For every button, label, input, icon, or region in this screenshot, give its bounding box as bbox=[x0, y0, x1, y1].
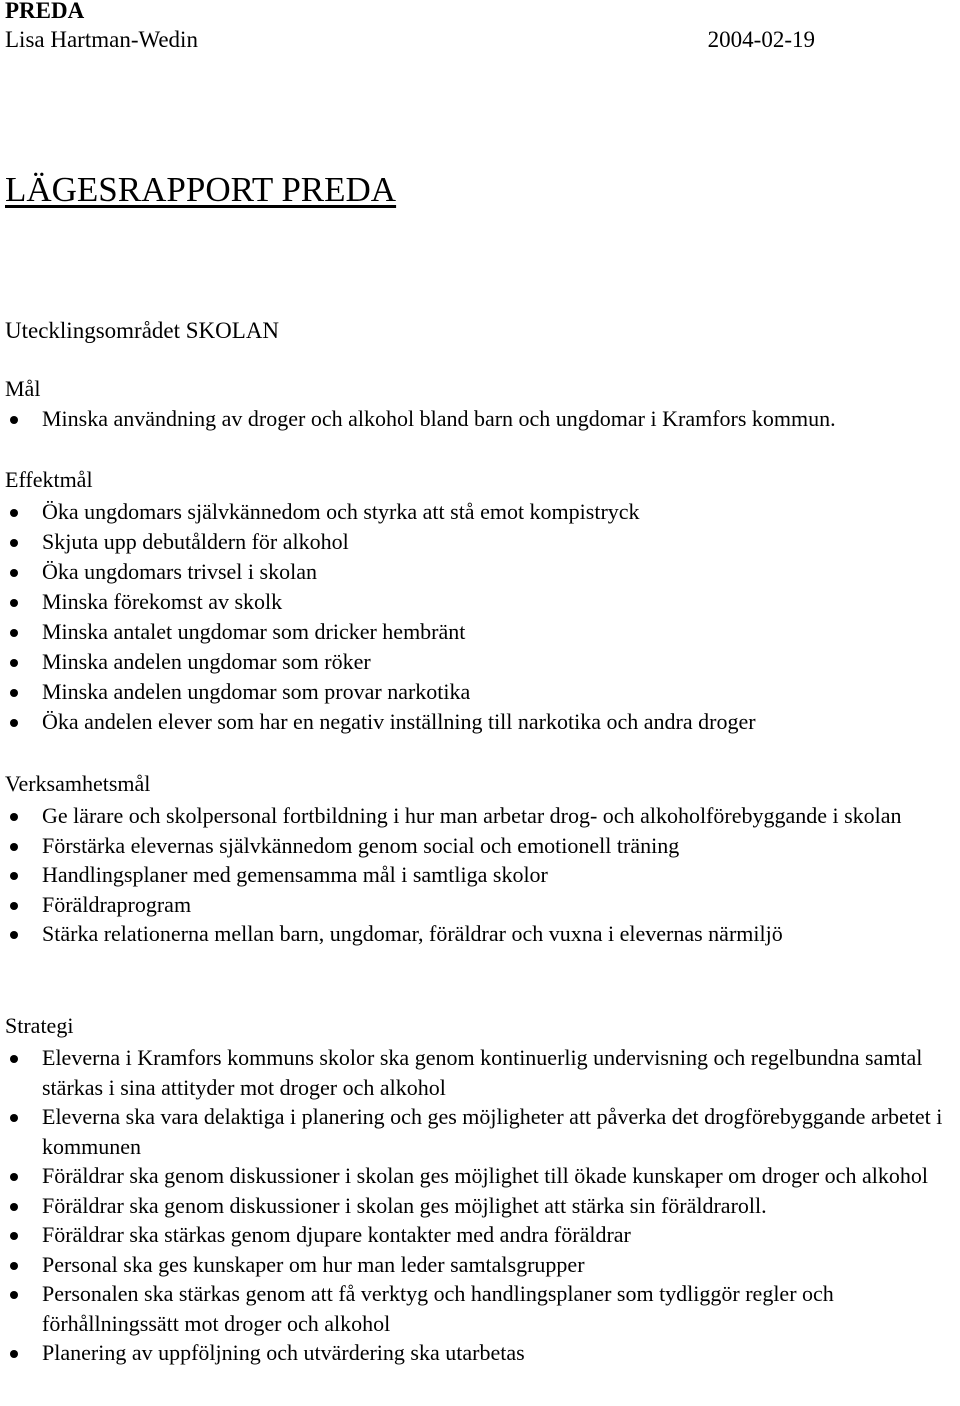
section-mal bbox=[5, 374, 960, 434]
author-date-line bbox=[5, 26, 815, 54]
section-heading-mal: Mål bbox=[5, 376, 41, 401]
list-item: Föräldrar ska stärkas genom djupare kontakter med andra föräldrar bbox=[5, 1220, 960, 1250]
list-effektmal bbox=[5, 497, 960, 737]
list-item: Föräldrar ska genom diskussioner i skolan ges möjlighet att stärka sin föräldraroll. bbox=[5, 1191, 960, 1221]
list-item: Minska antalet ungdomar som dricker hembränt bbox=[5, 617, 960, 647]
area-heading: Utecklingsområdet SKOLAN bbox=[5, 318, 280, 343]
list-item: Personalen ska stärkas genom att få verktyg och handlingsplaner som tydliggör regler och förhållningssätt mot droger och alkohol bbox=[5, 1279, 960, 1338]
list-item: Föräldrar ska genom diskussioner i skolan ges möjlighet till ökade kunskaper om droger och alkohol bbox=[5, 1161, 960, 1191]
list-item: Stärka relationerna mellan barn, ungdomar, föräldrar och vuxna i elevernas närmiljö bbox=[5, 919, 960, 949]
list-item: Minska användning av droger och alkohol bland barn och ungdomar i Kramfors kommun. bbox=[5, 404, 960, 434]
list-item: Skjuta upp debutåldern för alkohol bbox=[5, 527, 960, 557]
list-item: Föräldraprogram bbox=[5, 890, 960, 920]
list-item: Eleverna ska vara delaktiga i planering och ges möjligheter att påverka det drogförebyggande arbetet i kommunen bbox=[5, 1102, 960, 1161]
list-item: Minska andelen ungdomar som röker bbox=[5, 647, 960, 677]
list-item: Eleverna i Kramfors kommuns skolor ska genom kontinuerlig undervisning och regelbundna samtal stärkas i sina attityder mot droger och alkohol bbox=[5, 1043, 960, 1102]
document-date: 2004-02-19 bbox=[707, 27, 815, 52]
list-verksamhetsmal bbox=[5, 801, 960, 949]
author-name: Lisa Hartman-Wedin bbox=[5, 27, 198, 52]
organization-name: PREDA bbox=[5, 0, 85, 23]
list-item: Minska förekomst av skolk bbox=[5, 587, 960, 617]
list-item: Personal ska ges kunskaper om hur man leder samtalsgrupper bbox=[5, 1250, 960, 1280]
document-title: LÄGESRAPPORT PREDA bbox=[5, 170, 397, 209]
section-strategi bbox=[5, 1011, 960, 1368]
section-verksamhetsmal bbox=[5, 769, 960, 949]
section-heading-verksamhetsmal: Verksamhetsmål bbox=[5, 771, 151, 796]
list-item: Öka ungdomars självkännedom och styrka att stå emot kompistryck bbox=[5, 497, 960, 527]
list-item: Öka andelen elever som har en negativ inställning till narkotika och andra droger bbox=[5, 707, 960, 737]
list-item: Planering av uppföljning och utvärdering ska utarbetas bbox=[5, 1338, 960, 1368]
list-item: Handlingsplaner med gemensamma mål i samtliga skolor bbox=[5, 860, 960, 890]
section-effektmal bbox=[5, 465, 960, 737]
list-strategi bbox=[5, 1043, 960, 1368]
list-mal bbox=[5, 404, 960, 434]
section-heading-strategi: Strategi bbox=[5, 1013, 74, 1038]
list-item: Minska andelen ungdomar som provar narkotika bbox=[5, 677, 960, 707]
list-item: Förstärka elevernas självkännedom genom social och emotionell träning bbox=[5, 831, 960, 861]
list-item: Ge lärare och skolpersonal fortbildning i hur man arbetar drog- och alkoholförebyggande i skolan bbox=[5, 801, 960, 831]
section-heading-effektmal: Effektmål bbox=[5, 467, 93, 492]
list-item: Öka ungdomars trivsel i skolan bbox=[5, 557, 960, 587]
